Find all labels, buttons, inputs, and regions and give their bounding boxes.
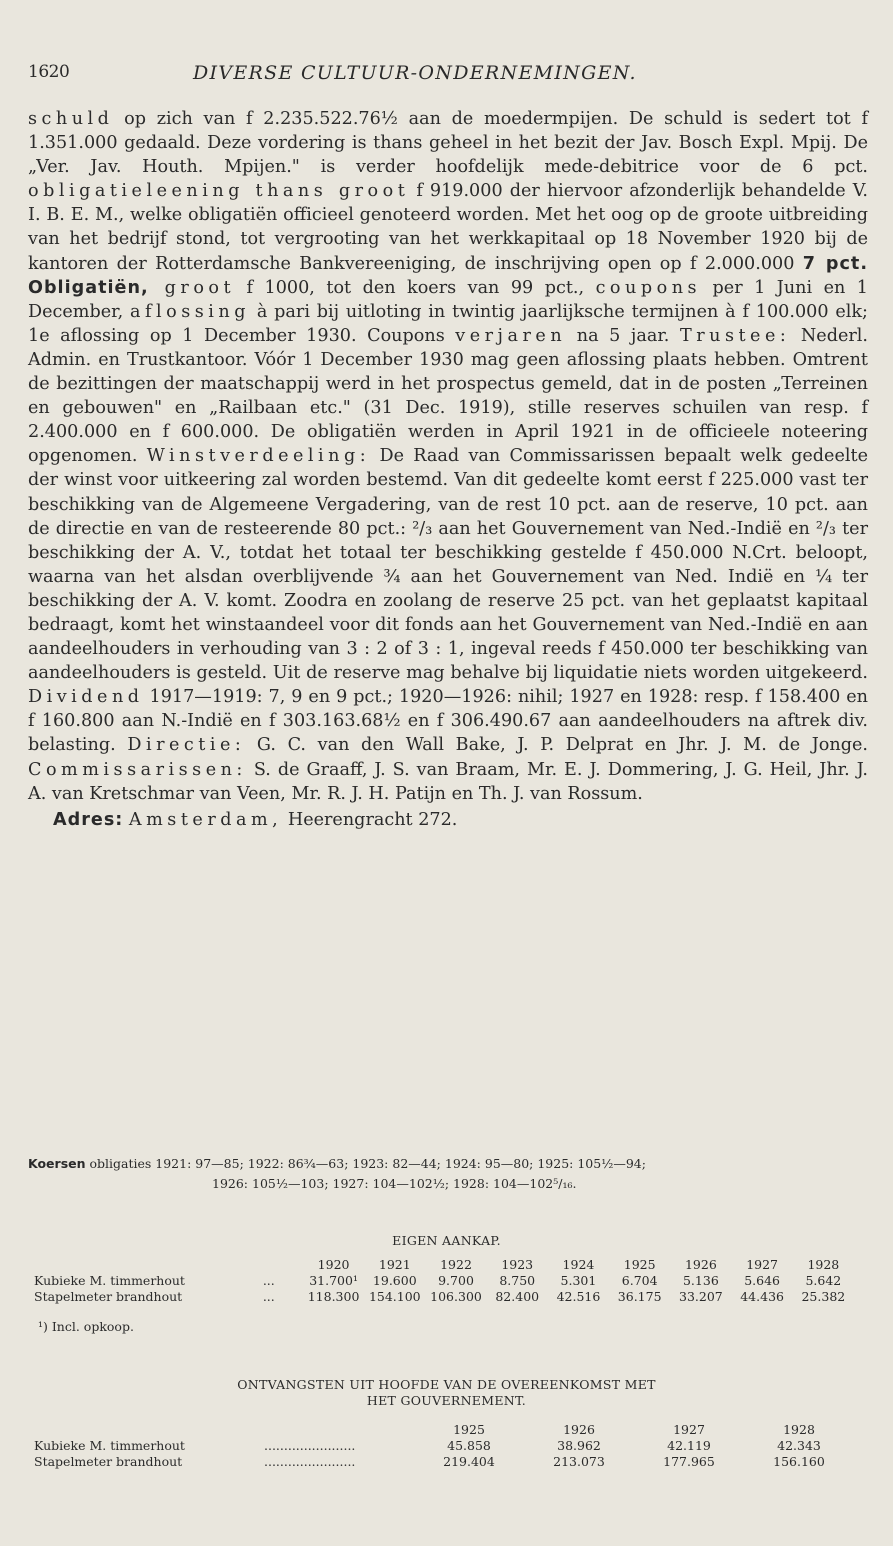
text-run: G. C. van den Wall Bake, J. P. Delprat en Jhr. J. M. de Jonge. xyxy=(245,735,868,756)
eigen-aankap-header-row xyxy=(34,1257,854,1273)
eigen-aankap-year-header: 1922 xyxy=(440,1257,472,1272)
eigen-aankap-value-cell: 5.301 xyxy=(560,1273,597,1288)
eigen-aankap-year-header: 1920 xyxy=(317,1257,350,1272)
ontvangsten-year-header: 1927 xyxy=(673,1422,705,1437)
koersen-line-1 xyxy=(28,1154,868,1174)
text-run: S. de Graaff, J. S. van Braam, Mr. E. J. Dommering, J. G. Heil, Jhr. J. A. van Kretschmar van Veen, Mr. R. J. H. Patijn en Th. J. van Rossum. xyxy=(28,759,868,804)
ontvangsten-row xyxy=(34,1438,854,1454)
eigen-aankap-year-header: 1923 xyxy=(501,1257,534,1272)
ontvangsten-header-row xyxy=(34,1422,854,1438)
eigen-aankap-year-header: 1928 xyxy=(807,1257,840,1272)
address-city: Amsterdam, xyxy=(128,809,283,830)
spaced-term: Dividend xyxy=(28,687,144,708)
eigen-aankap-year-header: 1926 xyxy=(684,1257,717,1272)
ontvangsten-value-cell: 38.962 xyxy=(557,1438,601,1453)
eigen-aankap-value-cell: 118.300 xyxy=(307,1289,360,1304)
text-run: à pari bij uitloting in twintig jaarlijksche termijnen à f 100.000 elk; 1e aflossing op 1 December 1930. Coupons xyxy=(28,301,868,346)
text-run: op zich van f 2.235.522.76½ aan de moedermpijen. De schuld is sedert tot f 1.351.000 gedaald. Deze vordering is thans geheel in het bezit der Jav. Bosch Expl. Mpij. De „Ver. Jav. Houth. Mpijen." is verder hoofdelijk mede-debitrice voor de 6 pct. xyxy=(28,109,868,178)
ontvangsten-row-label: Stapelmeter brandhout xyxy=(34,1454,183,1469)
spaced-term: Directie: xyxy=(127,735,246,756)
koersen-label: Koersen xyxy=(28,1156,86,1171)
text-run: na 5 jaar. xyxy=(566,325,680,346)
eigen-aankap-row-label: Stapelmeter brandhout xyxy=(34,1289,183,1304)
eigen-aankap-year-header: 1925 xyxy=(623,1257,656,1272)
koersen-block xyxy=(28,1154,868,1194)
eigen-aankap-table xyxy=(34,1257,854,1305)
eigen-aankap-row-label: Kubieke M. timmerhout xyxy=(34,1273,185,1288)
text-run: 1917—1919: 7, 9 en 9 pct.; 1920—1926: nihil; 1927 en 1928: resp. f 158.400 en f 160.800 aan N.-Indië en f 303.163.68½ en f 306.490.67 aan aandeelhouders na aftrek div. belasting. xyxy=(28,687,868,756)
body-text xyxy=(28,107,868,832)
ontvangsten-year-header: 1926 xyxy=(563,1422,595,1437)
footnote: ¹) Incl. opkoop. xyxy=(38,1319,134,1334)
koersen-values-1: obligaties 1921: 97—85; 1922: 86¾—63; 1923: 82—44; 1924: 95—80; 1925: 105½—94; xyxy=(85,1156,646,1171)
ontvangsten-corner-cell xyxy=(264,1422,414,1438)
eigen-aankap-value-cell: 25.382 xyxy=(801,1289,846,1304)
ontvangsten-leader-dots: ....................... xyxy=(264,1454,356,1469)
ontvangsten-value-cell: 219.404 xyxy=(443,1454,495,1469)
ontvangsten-value-cell: 177.965 xyxy=(663,1454,715,1469)
spaced-term: verjaren xyxy=(455,325,567,346)
eigen-aankap-value-cell: 9.700 xyxy=(438,1273,474,1288)
eigen-aankap-value-cell: 44.436 xyxy=(740,1289,784,1304)
spaced-term: groot xyxy=(148,277,236,298)
ontvangsten-year-header: 1925 xyxy=(453,1422,485,1437)
eigen-aankap-value-cell: 8.750 xyxy=(499,1273,536,1288)
eigen-aankap-value-cell: 36.175 xyxy=(617,1289,662,1304)
spaced-term: Winstverdeeling: xyxy=(146,446,371,467)
page-header xyxy=(28,58,868,98)
eigen-aankap-row xyxy=(34,1289,854,1305)
running-title: DIVERSE CULTUUR-ONDERNEMINGEN. xyxy=(193,62,637,84)
text-run: per 1 Juni en 1 December, xyxy=(28,277,868,322)
eigen-aankap-value-cell: 5.136 xyxy=(682,1273,719,1288)
ontvangsten-value-cell: 156.160 xyxy=(773,1454,825,1469)
spaced-term: obligatieleening thans groot xyxy=(28,181,410,202)
eigen-aankap-value-cell: 5.642 xyxy=(805,1273,842,1288)
spaced-term: schuld xyxy=(28,109,114,129)
ontvangsten-value-cell: 213.073 xyxy=(553,1454,605,1469)
spaced-term: coupons xyxy=(595,277,702,298)
eigen-aankap-year-header: 1921 xyxy=(378,1257,411,1272)
ontvangsten-corner-cell xyxy=(34,1422,264,1438)
eigen-aankap-corner-cell xyxy=(263,1257,303,1273)
eigen-aankap-value-cell: 31.700¹ xyxy=(309,1273,358,1288)
ontvangsten-year-header: 1928 xyxy=(783,1422,815,1437)
eigen-aankap-leader-dots: ... xyxy=(262,1273,275,1288)
ontvangsten-value-cell: 42.119 xyxy=(667,1438,711,1453)
ontvangsten-title-1: ONTVANGSTEN UIT HOOFDE VAN DE OVEREENKOMST MET xyxy=(237,1377,656,1392)
koersen-line-2: 1926: 105½—103; 1927: 104—102½; 1928: 104—102⁵/₁₆. xyxy=(212,1176,577,1191)
eigen-aankap-value-cell: 154.100 xyxy=(368,1289,421,1304)
eigen-aankap-year-header: 1927 xyxy=(746,1257,779,1272)
eigen-aankap-value-cell: 6.704 xyxy=(621,1273,658,1288)
eigen-aankap-value-cell: 33.207 xyxy=(679,1289,723,1304)
ontvangsten-value-cell: 45.858 xyxy=(447,1438,491,1453)
eigen-aankap-corner-cell xyxy=(34,1257,263,1273)
bold-term: 7 pct. Obligatiën, xyxy=(28,253,869,298)
eigen-aankap-value-cell: 106.300 xyxy=(430,1289,482,1304)
ontvangsten-row xyxy=(34,1454,854,1470)
address-line xyxy=(28,808,868,832)
text-run: f 919.000 der hiervoor afzonderlijk behandelde V. I. B. E. M., welke obligatiën officieel genoteerd worden. Met het oog op de groote uitbreiding van het bedrijf stond, tot vergrooting van het werkkapitaal op 18 November 1920 bij de kantoren der Rotterdamsche Bankvereeniging, de inschrijving open op f 2.000.000 xyxy=(28,181,868,274)
spaced-term: Trustee: xyxy=(679,325,791,346)
ontvangsten-value-cell: 42.343 xyxy=(777,1438,821,1453)
ontvangsten-table xyxy=(34,1422,854,1470)
eigen-aankap-value-cell: 19.600 xyxy=(372,1273,417,1288)
text-run: Nederl. Admin. en Trustkantoor. Vóór 1 December 1930 mag geen aflossing plaats hebben. Omtrent de bezittingen der maatschappij werd in het prospectus gemeld, dat in de posten „Terreinen en gebouwen" en „Railbaan etc." (31 Dec. 1919), stille reserves schuilen van resp. f 2.400.000 en f 600.000. De obligatiën werden in April 1921 in de officieele noteering opgenomen. xyxy=(28,325,868,467)
spaced-term: Commissarissen: xyxy=(28,759,247,780)
eigen-aankap-value-cell: 82.400 xyxy=(495,1289,540,1304)
text-run: f 1000, tot den koers van 99 pct., xyxy=(235,277,596,298)
text-run: De Raad van Commissarissen bepaalt welk gedeelte der winst voor uitkeering zal worden bestemd. Van dit gedeelte komt eerst f 225.000 vast ter beschikking van de Algemeene Vergadering, van de rest 10 pct. aan de reserve, 10 pct. aan de directie en van de resteerende 80 pct.: ²/₃ aan het Gouvernement van Ned.-Indië en ²/₃ ter beschikking der A. V., totdat het totaal ter beschikking gestelde f 450.000 N.Crt. beloopt, waarna van het alsdan overblijvende ¾ aan het Gouvernement van Ned. Indië en ¼ ter beschikking der A. V. komt. Zoodra en zoolang de reserve 25 pct. van het geplaatst kapitaal bedraagt, komt het winstaandeel voor dit fonds aan het Gouvernement van Ned.-Indië en aan aandeelhouders in verhouding van 3 : 2 of 3 : 1, ingeval reeds f 450.000 ter beschikking van aandeelhouders is gesteld. Uit de reserve mag behalve bij liquidatie niets worden uitgekeerd. xyxy=(28,446,868,684)
ontvangsten-leader-dots: ....................... xyxy=(264,1438,356,1453)
eigen-aankap-title: EIGEN AANKAP. xyxy=(392,1233,501,1248)
eigen-aankap-row xyxy=(34,1273,854,1289)
eigen-aankap-year-header: 1924 xyxy=(562,1257,595,1272)
spaced-term: aflossing xyxy=(130,301,251,322)
eigen-aankap-value-cell: 5.646 xyxy=(744,1273,780,1288)
address-street: Heerengracht 272. xyxy=(282,809,458,830)
eigen-aankap-leader-dots: ... xyxy=(262,1289,275,1304)
address-label: Adres: xyxy=(53,809,124,830)
main-paragraph xyxy=(28,107,868,806)
ontvangsten-row-label: Kubieke M. timmerhout xyxy=(34,1438,185,1453)
eigen-aankap-value-cell: 42.516 xyxy=(556,1289,601,1304)
ontvangsten-title-2: HET GOUVERNEMENT. xyxy=(366,1393,527,1408)
page-number: 1620 xyxy=(28,62,70,82)
